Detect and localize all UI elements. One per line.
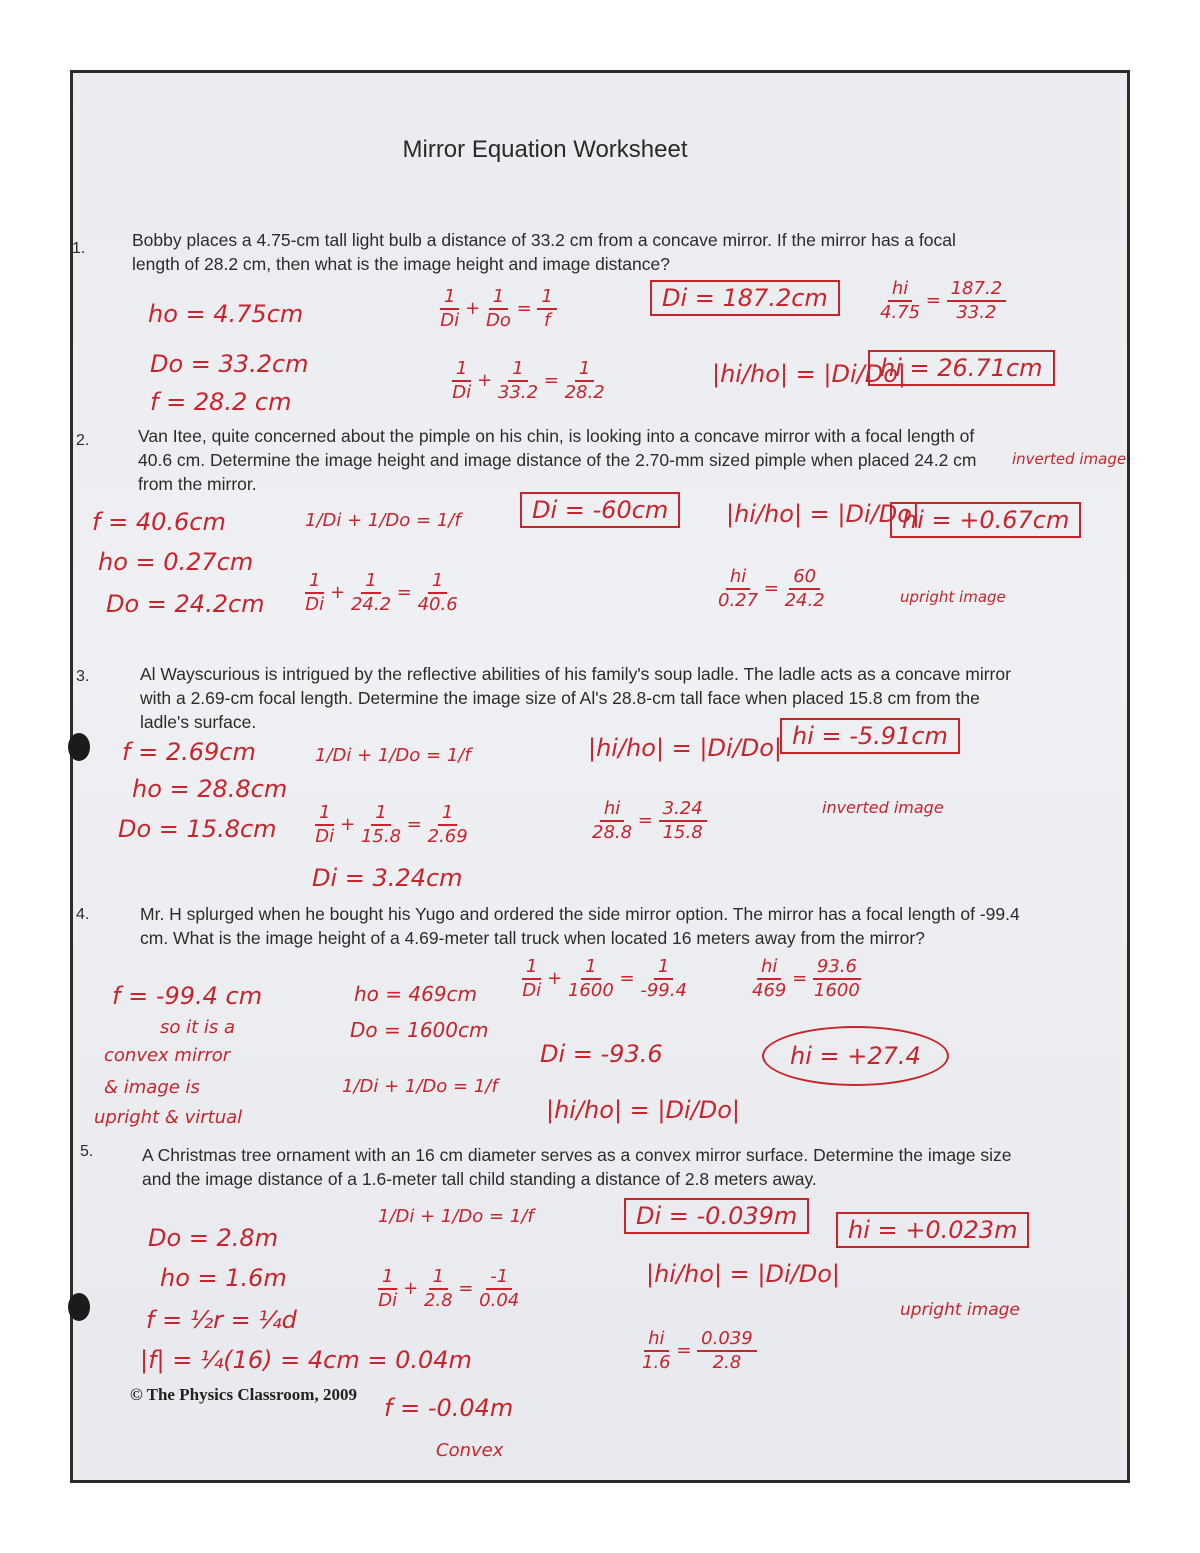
given-ho: ho = 1.6m	[160, 1264, 287, 1292]
note-upright: upright image	[900, 588, 1006, 606]
question-text: Bobby places a 4.75-cm tall light bulb a distance of 33.2 cm from a concave mirror. If the mirror has a focal length of 28.2 cm, then what is the image height and image distance?	[132, 230, 956, 274]
ratio-equation: $\frac{hi}{4.75}$ = $\frac{187.2}{33.2}$	[880, 280, 1006, 322]
note-upright-virtual: upright & virtual	[94, 1107, 243, 1128]
magnification-equation: |hi/ho| = |Di/Do|	[588, 734, 782, 762]
given-ho: ho = 469cm	[354, 982, 478, 1006]
mirror-equation-substituted: $\frac{1}{Di}$ + $\frac{1}{15.8}$ = $\frac{1}{2.69}$	[315, 802, 468, 847]
given-do: Do = 1600cm	[350, 1018, 489, 1042]
note-inverted: inverted image	[1012, 450, 1127, 468]
given-do: Do = 2.8m	[148, 1224, 279, 1252]
answer-image-distance: Di = -60cm	[520, 492, 680, 528]
focal-length: f = -0.04m	[384, 1394, 514, 1422]
given-f: f = 28.2 cm	[150, 388, 292, 416]
magnification-equation: |hi/ho| = |Di/Do|	[546, 1096, 740, 1124]
question-number: 5.	[80, 1143, 94, 1160]
note-inverted: inverted image	[822, 798, 944, 817]
given-ho: ho = 28.8cm	[132, 775, 288, 803]
mirror-equation-substituted: $\frac{1}{Di}$ + $\frac{1}{24.2}$ = $\frac{1}{40.6}$	[305, 570, 458, 615]
binder-hole-bottom	[68, 1293, 90, 1321]
note-convex: Convex	[436, 1440, 504, 1461]
given-ho: ho = 4.75cm	[148, 300, 304, 328]
note-so-it-is: so it is a	[160, 1017, 236, 1038]
mirror-equation-substituted: $\frac{1}{Di}$ + $\frac{1}{1600}$ = $\frac{1}{-99.4}$	[522, 956, 687, 1001]
mirror-equation: 1/Di + 1/Do = 1/f	[342, 1076, 498, 1097]
given-f: f = -99.4 cm	[112, 982, 263, 1010]
mirror-equation-substituted: $\frac{1}{Di}$ + $\frac{1}{33.2}$ = $\frac{1}{28.2}$	[452, 358, 605, 403]
question-text: Mr. H splurged when he bought his Yugo and ordered the side mirror option. The mirror has a focal length of -99.4 cm. What is the image height of a 4.69-meter tall truck when located 16 meters away from the mirror?	[140, 904, 1020, 948]
ratio-equation: $\frac{hi}{28.8}$ = $\frac{3.24}{15.8}$	[592, 800, 707, 842]
answer-image-height: hi = +0.67cm	[890, 502, 1081, 538]
focal-calculation: |f| = ¼(16) = 4cm = 0.04m	[140, 1346, 472, 1374]
answer-image-distance: Di = -0.039m	[624, 1198, 809, 1234]
binder-hole-top	[68, 733, 90, 761]
note-image-is: & image is	[104, 1077, 200, 1098]
given-do: Do = 24.2cm	[106, 590, 265, 618]
given-f: f = 2.69cm	[122, 738, 256, 766]
answer-image-distance: Di = 3.24cm	[312, 864, 463, 892]
copyright-footer: © The Physics Classroom, 2009	[130, 1385, 357, 1404]
question-text: Van Itee, quite concerned about the pimple on his chin, is looking into a concave mirror with a focal length of 40.6 cm. Determine the image height and image distance of the 2.70-mm sized pimple when placed 24.2 cm from the mirror.	[138, 426, 977, 494]
page-title: Mirror Equation Worksheet	[402, 136, 688, 163]
question-number: 1.	[72, 240, 86, 257]
mirror-equation: 1/Di + 1/Do = 1/f	[305, 510, 461, 531]
answer-image-height: hi = -5.91cm	[780, 718, 960, 754]
question-text: A Christmas tree ornament with an 16 cm diameter serves as a convex mirror surface. Determine the image size and the image distance of a 1.6-meter tall child standing a distance of 2.8 meters away.	[142, 1145, 1012, 1189]
given-f: f = 40.6cm	[92, 508, 226, 536]
mirror-equation: 1/Di + 1/Do = 1/f	[315, 745, 471, 766]
question-number: 4.	[76, 906, 90, 923]
given-ho: ho = 0.27cm	[98, 548, 254, 576]
answer-image-height: hi = 26.71cm	[868, 350, 1055, 386]
note-upright: upright image	[900, 1300, 1020, 1320]
answer-image-height: hi = +27.4	[762, 1026, 949, 1086]
mirror-equation: $\frac{1}{Di}$ + $\frac{1}{Do}$ = $\frac{1}{f}$	[440, 288, 557, 330]
mirror-equation: 1/Di + 1/Do = 1/f	[378, 1206, 534, 1227]
focal-relation: f = ½r = ¼d	[146, 1306, 297, 1334]
answer-image-distance: Di = -93.6	[540, 1040, 663, 1068]
magnification-equation: |hi/ho| = |Di/Do|	[646, 1260, 840, 1288]
ratio-equation: $\frac{hi}{1.6}$ = $\frac{0.039}{2.8}$	[642, 1330, 757, 1372]
question-number: 3.	[76, 668, 90, 685]
answer-image-height: hi = +0.023m	[836, 1212, 1029, 1248]
given-do: Do = 15.8cm	[118, 815, 277, 843]
ratio-equation: $\frac{hi}{469}$ = $\frac{93.6}{1600}$	[752, 956, 860, 1001]
magnification-equation: |hi/ho| = |Di/Do|	[712, 360, 906, 388]
given-do: Do = 33.2cm	[150, 350, 309, 378]
mirror-equation-substituted: $\frac{1}{Di}$ + $\frac{1}{2.8}$ = $\frac{-1}{0.04}$	[378, 1266, 520, 1311]
answer-image-distance: Di = 187.2cm	[650, 280, 840, 316]
note-convex: convex mirror	[104, 1045, 231, 1066]
question-number: 2.	[76, 432, 90, 449]
magnification-equation: |hi/ho| = |Di/Do|	[726, 500, 920, 528]
ratio-equation: $\frac{hi}{0.27}$ = $\frac{60}{24.2}$	[718, 566, 825, 611]
question-text: Al Wayscurious is intrigued by the reflective abilities of his family's soup ladle. The ladle acts as a concave mirror with a 2.69-cm focal length. Determine the image size of Al's 28.8-cm tall face when placed 15.8 cm from the ladle's surface.	[140, 664, 1011, 732]
